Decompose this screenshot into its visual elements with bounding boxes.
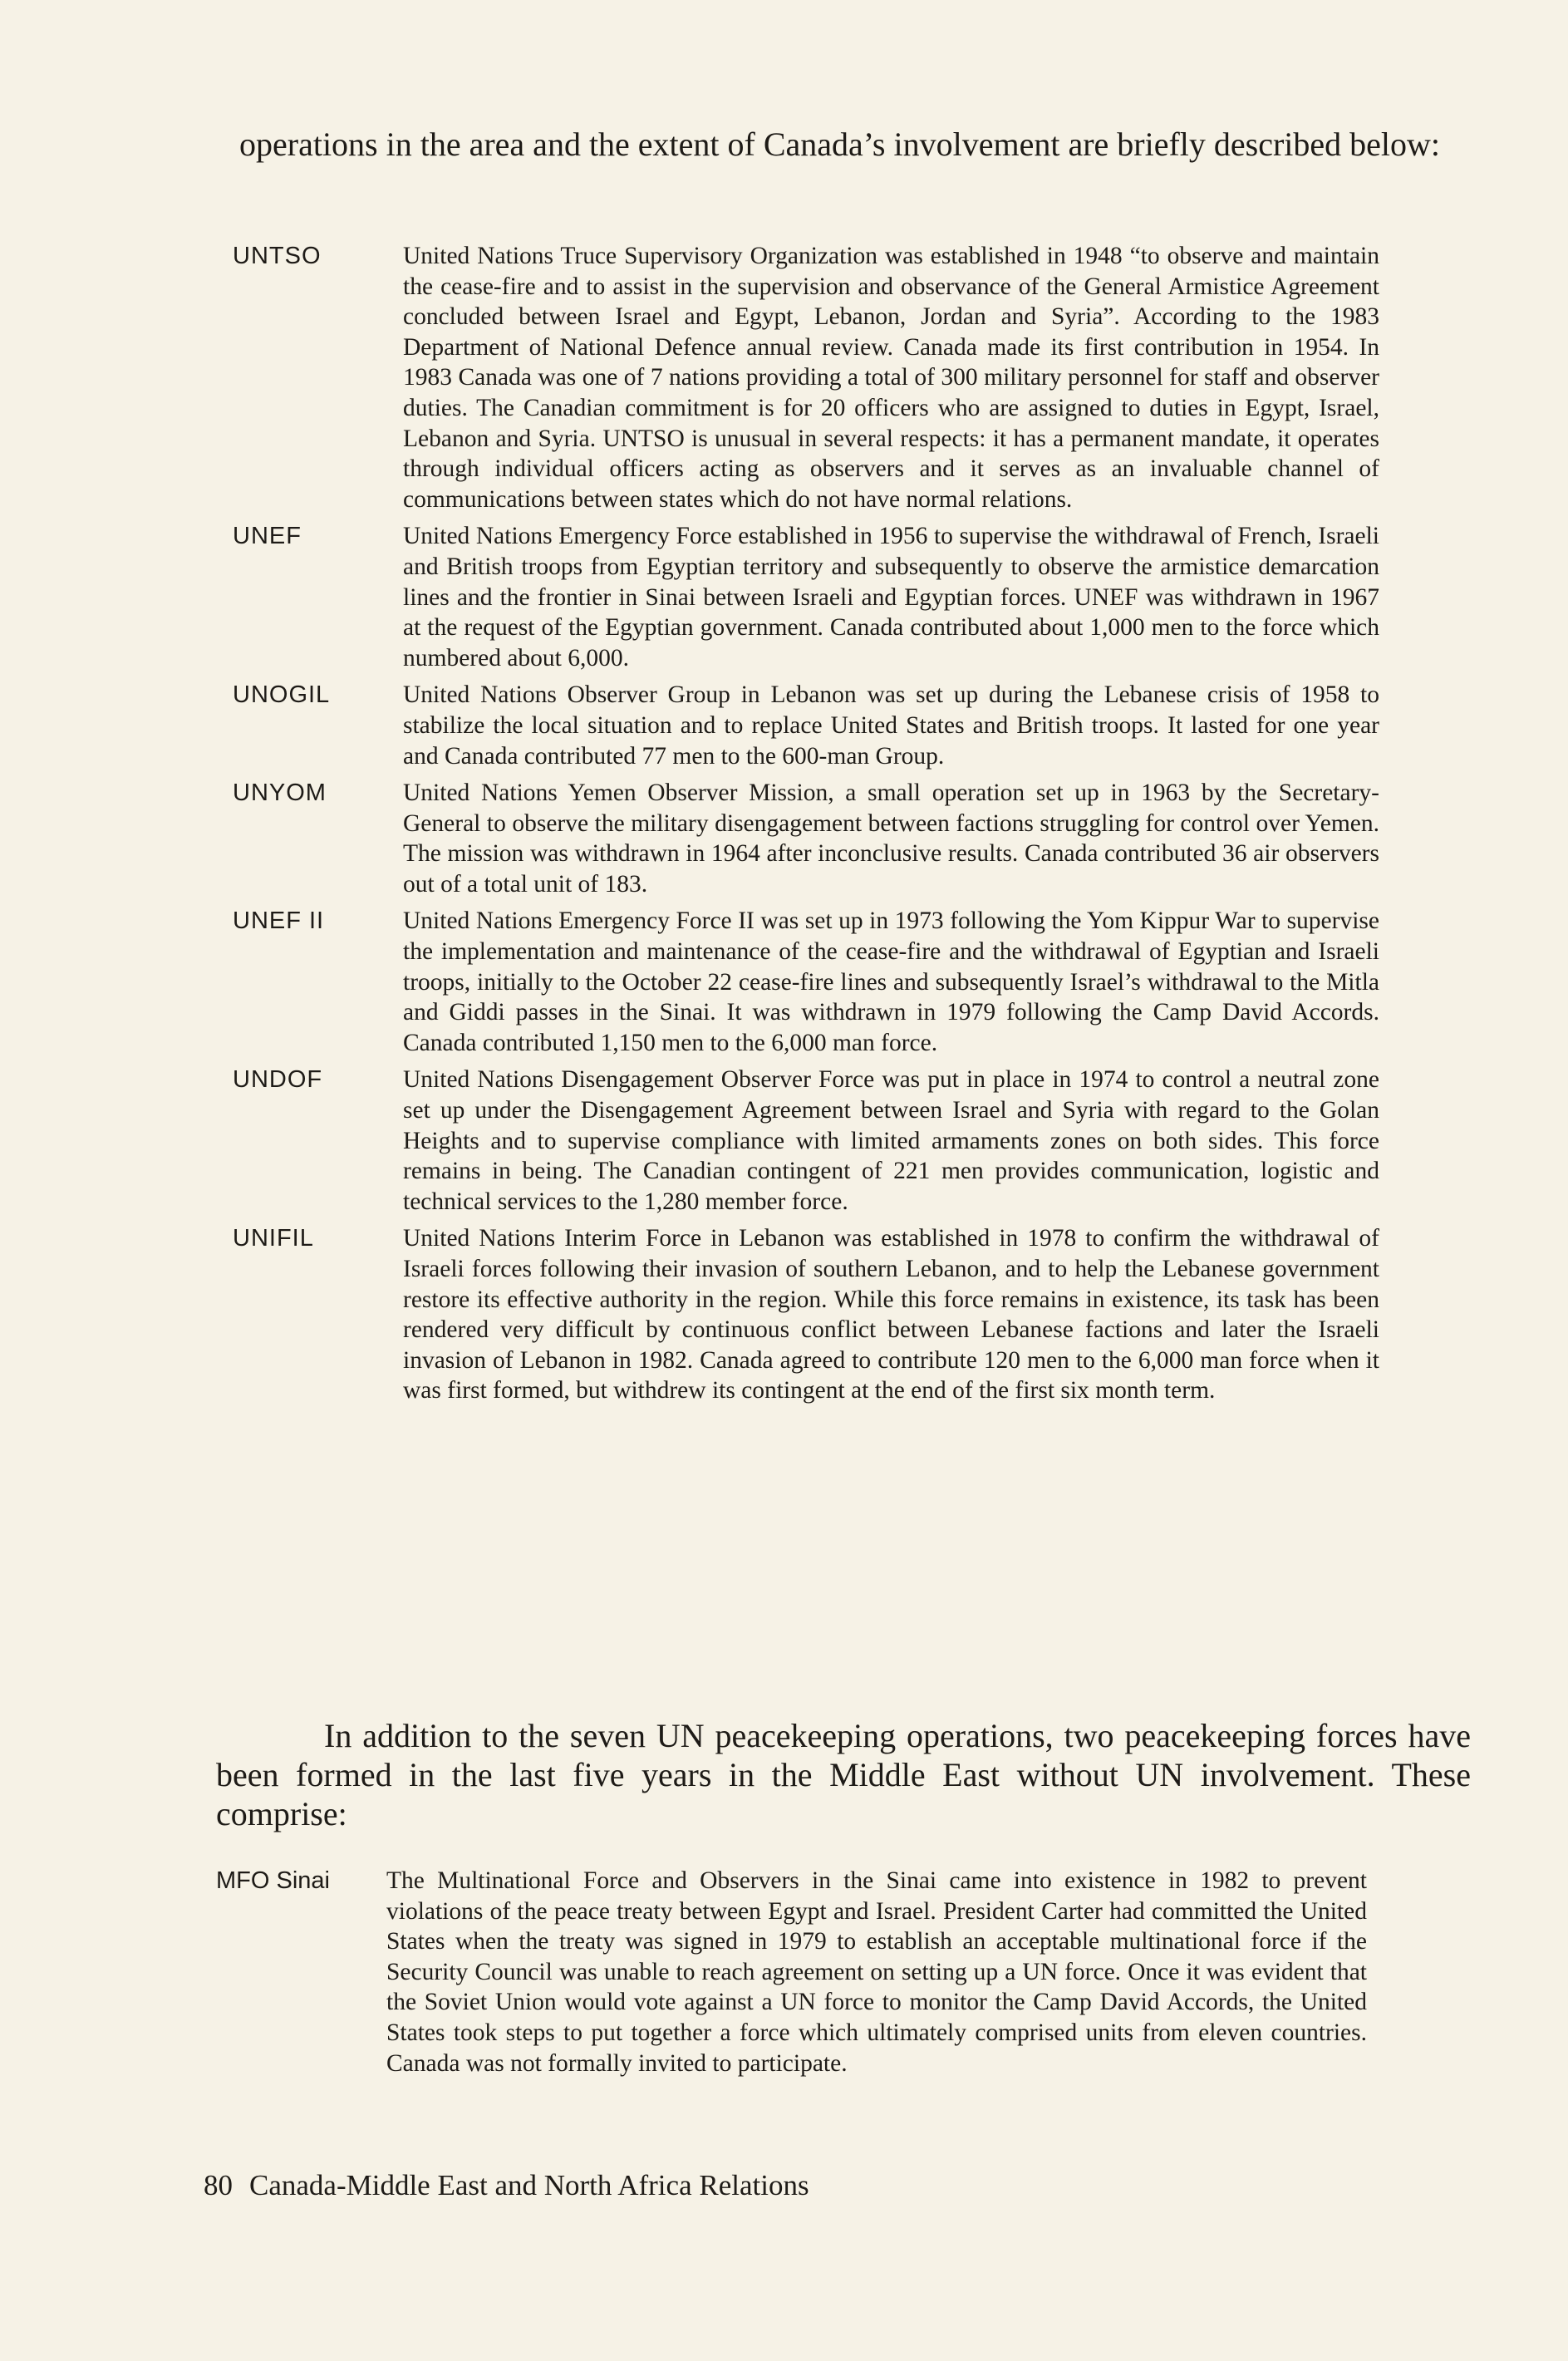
- page-number: 80: [204, 2169, 233, 2201]
- operation-description: United Nations Truce Supervisory Organization was established in 1948 “to observe and maintain the cease-fire and to assist in the supervision and observance of the General Armistice Agreement concluded between Israel and Egypt, Lebanon, Jordan and Syria”. According to the 1983 Department of National Defence annual review. Canada made its first contribution in 1954. In 1983 Canada was one of 7 nations providing a total of 300 military personnel for staff and observer duties. The Canadian commitment is for 20 officers who are assigned to duties in Egypt, Israel, Lebanon and Syria. UNTSO is unusual in several respects: it has a permanent mandate, it operates through individual officers acting as observers and it serves as an invaluable channel of communications between states which do not have normal relations.: [403, 243, 1379, 513]
- un-operations-list: [233, 241, 1379, 1413]
- force-code: MFO Sinai: [216, 1867, 330, 1894]
- operation-code: UNEF: [233, 523, 302, 550]
- operation-description: United Nations Observer Group in Lebanon was set up during the Lebanese crisis of 1958 to stabilize the local situation and to replace United States and British troops. It lasted for one year and Canada contributed 77 men to the 600-man Group.: [403, 681, 1379, 770]
- page-footer: [204, 2169, 809, 2202]
- non-un-forces-list: [216, 1866, 1367, 2085]
- operation-code: UNEF II: [233, 908, 325, 935]
- operation-code: UNIFIL: [233, 1225, 314, 1252]
- list-item: [216, 1866, 1367, 2078]
- operation-code: UNDOF: [233, 1066, 323, 1094]
- list-item: [233, 906, 1379, 1058]
- running-title: Canada-Middle East and North Africa Relations: [249, 2169, 809, 2201]
- list-item: [233, 1065, 1379, 1217]
- operation-code: UNTSO: [233, 243, 322, 269]
- operation-description: United Nations Interim Force in Lebanon was established in 1978 to confirm the withdrawal of Israeli forces following their invasion of southern Lebanon, and to help the Lebanese government restore its effective authority in the region. While this force remains in existence, its task has been rendered very difficult by continuous conflict between Lebanese factions and later the Israeli invasion of Lebanon in 1982. Canada agreed to contribute 120 men to the 6,000 man force when it was first formed, but withdrew its contingent at the end of the first six month term.: [403, 1225, 1379, 1404]
- operation-description: United Nations Emergency Force established in 1956 to supervise the withdrawal of French, Israeli and British troops from Egyptian territory and subsequently to observe the armistice demarcation lines and the frontier in Sinai between Israeli and Egyptian forces. UNEF was withdrawn in 1967 at the request of the Egyptian government. Canada contributed about 1,000 men to the force which numbered about 6,000.: [403, 523, 1379, 671]
- list-item: [233, 1223, 1379, 1406]
- addition-paragraph: In addition to the seven UN peacekeeping operations, two peacekeeping forces have been formed in the last five years in the Middle East without UN involvement. These comprise:: [216, 1717, 1471, 1832]
- operation-code: UNOGIL: [233, 681, 331, 709]
- operation-description: United Nations Yemen Observer Mission, a small operation set up in 1963 by the Secretary-General to observe the military disengagement between factions struggling for control over Yemen. The mission was withdrawn in 1964 after inconclusive results. Canada contributed 36 air observers out of a total unit of 183.: [403, 780, 1379, 898]
- operation-description: United Nations Emergency Force II was set up in 1973 following the Yom Kippur War to supervise the implementation and maintenance of the cease-fire and the withdrawal of Egyptian and Israeli troops, initially to the October 22 cease-fire lines and subsequently Israel’s withdrawal to the Mitla and Giddi passes in the Sinai. It was withdrawn in 1979 following the Camp David Accords. Canada contributed 1,150 men to the 6,000 man force.: [403, 908, 1379, 1056]
- operation-code: UNYOM: [233, 780, 327, 807]
- list-item: [233, 241, 1379, 514]
- intro-paragraph: operations in the area and the extent of Canada’s involvement are briefly described below:: [239, 125, 1441, 163]
- force-description: The Multinational Force and Observers in the Sinai came into existence in 1982 to prevent violations of the peace treaty between Egypt and Israel. President Carter had committed the United States when the treaty was signed in 1979 to establish an acceptable multinational force if the Security Council was unable to reach agreement on setting up a UN force. Once it was evident that the Soviet Union would vote against a UN force to monitor the Camp David Accords, the United States took steps to put together a force which ultimately comprised units from eleven countries. Canada was not formally invited to participate.: [386, 1867, 1367, 2077]
- list-item: [233, 778, 1379, 899]
- operation-description: United Nations Disengagement Observer Force was put in place in 1974 to control a neutral zone set up under the Disengagement Agreement between Israel and Syria with regard to the Golan Heights and to supervise compliance with limited armaments zones on both sides. This force remains in being. The Canadian contingent of 221 men provides communication, logistic and technical services to the 1,280 member force.: [403, 1066, 1379, 1215]
- list-item: [233, 680, 1379, 771]
- list-item: [233, 521, 1379, 673]
